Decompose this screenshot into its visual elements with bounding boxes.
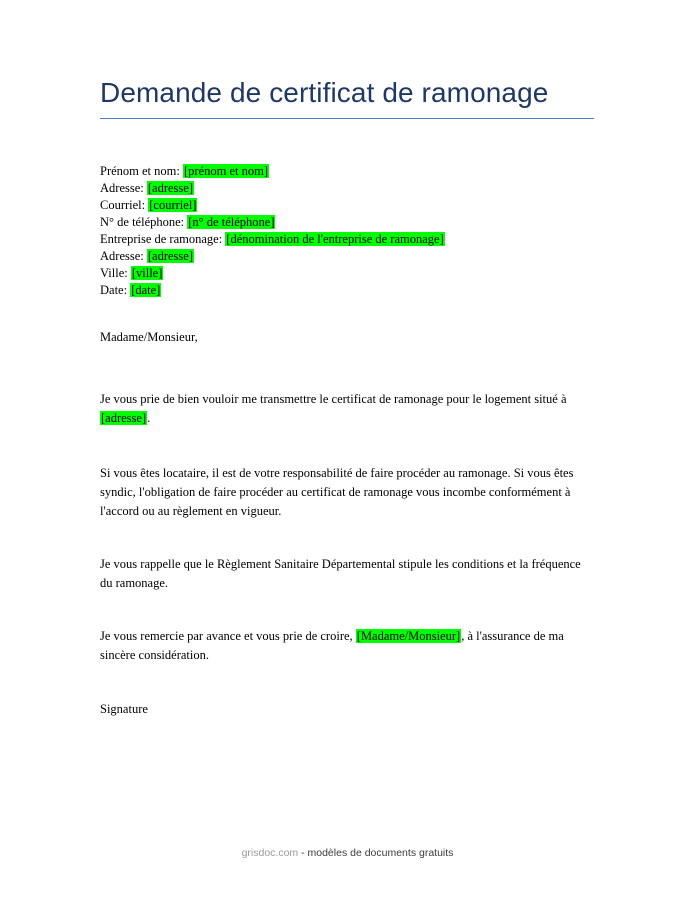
field-placeholder-date[interactable]: [date] [131, 283, 161, 297]
paragraph-4-text-after: , à l'assurance de ma sincère considération. [100, 629, 564, 662]
title-block [100, 76, 594, 119]
field-row-courriel [100, 197, 594, 214]
spacer [100, 347, 596, 390]
field-placeholder-adresse-expediteur[interactable]: [adresse] [147, 181, 193, 195]
letter-paragraph-4 [100, 627, 596, 665]
field-label-prenom-nom: Prénom et nom: [100, 164, 180, 178]
field-label-adresse-entreprise: Adresse: [100, 249, 144, 263]
field-row-adresse-expediteur [100, 180, 594, 197]
footer-brand: grisdoc.com [241, 847, 299, 859]
field-placeholder-ville[interactable]: [ville] [131, 266, 163, 280]
field-row-entreprise [100, 231, 594, 248]
title-divider [100, 118, 594, 119]
letter-salutation: Madame/Monsieur, [100, 330, 198, 344]
paragraph-4-text-before: Je vous remercie par avance et vous prie de croire, [100, 629, 356, 643]
field-label-courriel: Courriel: [100, 198, 146, 212]
field-placeholder-courriel[interactable]: [courriel] [149, 198, 197, 212]
page-footer [0, 846, 695, 860]
field-row-date [100, 282, 594, 299]
field-row-prenom-nom [100, 163, 594, 180]
spacer [100, 428, 596, 464]
spacer [100, 593, 596, 627]
spacer [100, 521, 596, 555]
field-row-telephone [100, 214, 594, 231]
field-label-adresse-expediteur: Adresse: [100, 181, 144, 195]
signature-label: Signature [100, 702, 148, 716]
sender-recipient-fields [100, 163, 594, 299]
field-label-date: Date: [100, 283, 128, 297]
field-placeholder-prenom-nom[interactable]: [prénom et nom] [183, 164, 268, 178]
letter-body [100, 328, 596, 719]
letter-paragraph-1 [100, 390, 596, 428]
field-label-ville: Ville: [100, 266, 128, 280]
field-placeholder-telephone[interactable]: [n° de téléphone] [188, 215, 275, 229]
spacer [100, 665, 596, 700]
paragraph-1-text-before: Je vous prie de bien vouloir me transmettre le certificat de ramonage pour le logement situé à [100, 392, 567, 406]
field-placeholder-adresse-entreprise[interactable]: [adresse] [147, 249, 193, 263]
field-row-adresse-entreprise [100, 248, 594, 265]
paragraph-1-text-after: . [147, 411, 151, 425]
letter-paragraph-2: Si vous êtes locataire, il est de votre responsabilité de faire procéder au ramonage. Si vous êtes syndic, l'obligation de faire procéder au certificat de ramonage vous incombe conformément à l'accord ou au règlement en vigueur. [100, 466, 574, 518]
field-label-entreprise: Entreprise de ramonage: [100, 232, 223, 246]
letter-paragraph-3: Je vous rappelle que le Règlement Sanitaire Départemental stipule les conditions et la fréquence du ramonage. [100, 557, 581, 590]
field-label-telephone: N° de téléphone: [100, 215, 185, 229]
field-placeholder-entreprise[interactable]: [dénomination de l'entreprise de ramonage] [226, 232, 444, 246]
paragraph-1-placeholder-adresse[interactable]: [adresse] [101, 411, 147, 425]
paragraph-4-placeholder-civilite[interactable]: [Madame/Monsieur] [356, 629, 461, 643]
field-row-ville [100, 265, 594, 282]
page-title: Demande de certificat de ramonage [100, 77, 549, 108]
footer-tagline: - modèles de documents gratuits [298, 847, 454, 859]
